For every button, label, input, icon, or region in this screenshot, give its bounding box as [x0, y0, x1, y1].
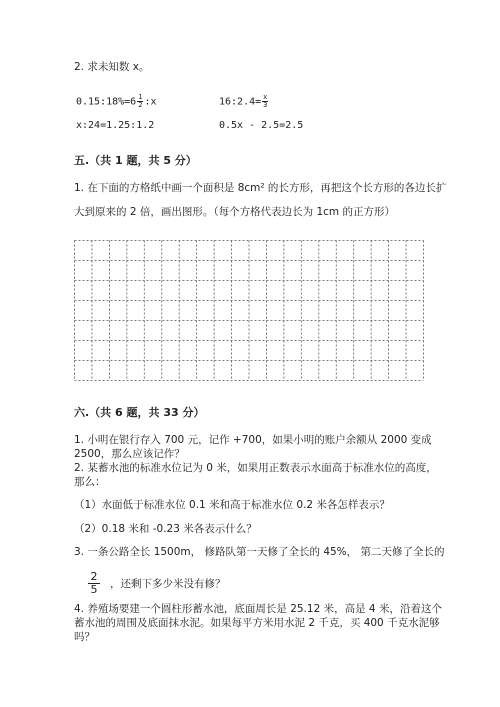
- fraction-numerator: x: [263, 93, 268, 101]
- section-6-q1-line1: 1. 小明在银行存入 700 元，记作 +700，如果小明的账户余额从 2000 变成: [74, 434, 432, 446]
- equation-2-left: 16:2.4=: [219, 96, 262, 108]
- fraction-two-fifths: [88, 571, 100, 596]
- section-6-q1-line2: 2500，那么应该记作？: [74, 448, 185, 460]
- fraction-denominator: 2: [138, 101, 143, 109]
- section-6-q4-line1: 4. 养殖场要建一个圆柱形蓄水池，底面周长是 25.12 米，高是 4 米，沿着这个: [74, 603, 442, 615]
- equation-1-right: :x: [144, 96, 157, 108]
- fraction-x-over-3: [262, 94, 268, 109]
- section-6-q4-line2: 蓄水池的周围及底面抹水泥。如果每平方米用水泥 2 千克，买 400 千克水泥够: [74, 617, 440, 629]
- section-6-q2-sub1: （1）水面低于标准水位 0.1 米和高于标准水位 0.2 米各怎样表示？: [74, 499, 390, 511]
- fraction-denominator: 3: [263, 101, 268, 109]
- equation-1: [76, 94, 156, 110]
- square-grid-paper[interactable]: [74, 240, 424, 381]
- section-6-q2-line2: 那么：: [74, 476, 106, 488]
- section-5-heading: 五.（共 1 题，共 5 分）: [74, 154, 197, 167]
- section-6-q2-line1: 2. 某蓄水池的标准水位记为 0 米，如果用正数表示水面高于标准水位的高度，: [74, 462, 437, 474]
- section-6-q3-line1: 3. 一条公路全长 1500m， 修路队第一天修了全长的 45%， 第二天修了全长的: [74, 546, 445, 558]
- equation-3: x:24=1.25:1.2: [76, 120, 155, 131]
- section-5-q1-line2: 大到原来的 2 倍，画出图形。（每个方格代表边长为 1cm 的正方形）: [74, 206, 395, 218]
- section-6-q4-line3: 吗？: [74, 631, 95, 643]
- fraction-numerator: 1: [138, 93, 143, 101]
- section-6-q2-sub2: （2）0.18 米和 -0.23 米各表示什么？: [74, 523, 257, 535]
- fraction-numerator: 2: [88, 571, 100, 584]
- section-6-q3-line2: ，还剩下多少米没有修？: [110, 578, 226, 590]
- equation-2: [219, 94, 269, 110]
- section-5-q1-line1: 1. 在下面的方格纸中画一个面积是 8cm² 的长方形，再把这个长方形的各边长扩: [74, 182, 447, 194]
- equation-4: 0.5x - 2.5=2.5: [219, 120, 304, 131]
- q2-title: 2. 求未知数 x。: [74, 61, 150, 73]
- equation-1-left: 0.15:18%=6: [76, 96, 137, 108]
- fraction-one-half: [137, 94, 143, 109]
- section-6-heading: 六.（共 6 题，共 33 分）: [74, 406, 205, 419]
- fraction-denominator: 5: [90, 583, 98, 596]
